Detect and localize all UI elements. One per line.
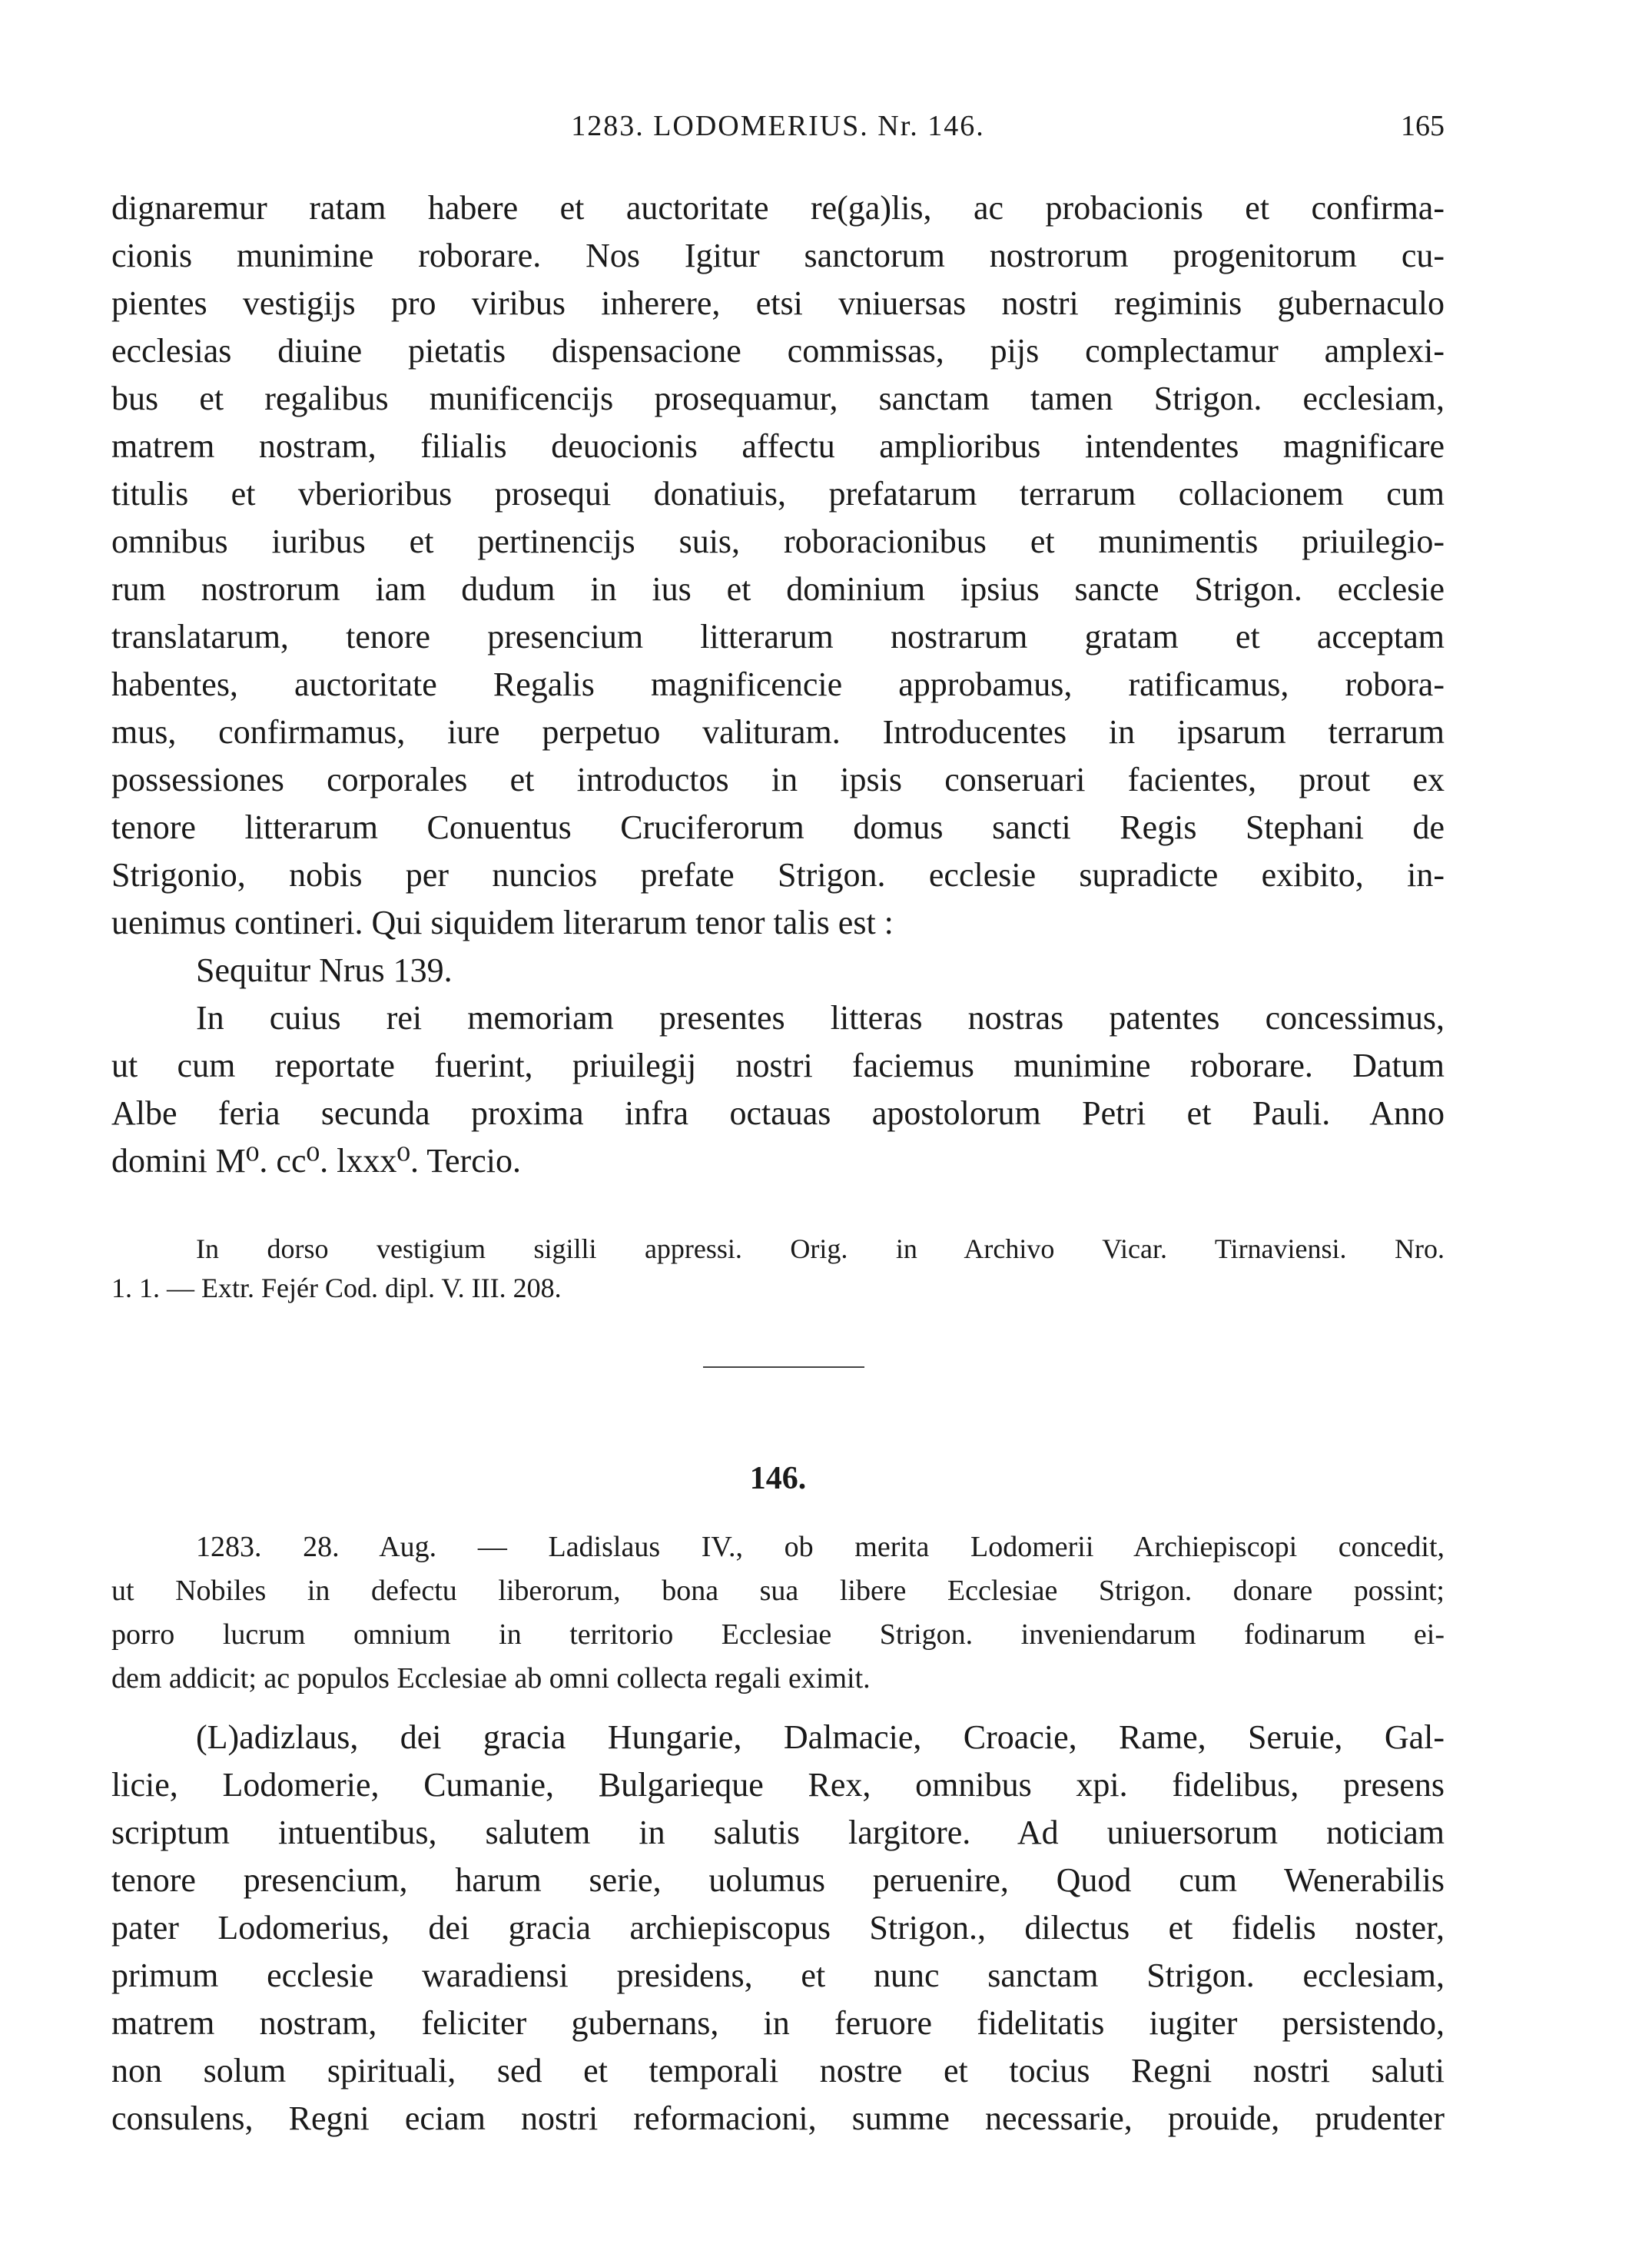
closing-line: In cuius rei memoriam presentes litteras nostras patentes concessimus, (196, 999, 1445, 1037)
note-line: 1. 1. — Extr. Fejér Cod. dipl. V. III. 208. (111, 1273, 562, 1303)
text-line: ecclesias diuine pietatis dispensacione commissas, pijs complectamur amplexi- (111, 332, 1445, 370)
text-line: pientes vestigijs pro viribus inherere, etsi vniuersas nostri regiminis gubernaculo (111, 284, 1445, 322)
running-title: 1283. LODOMERIUS. Nr. 146. (571, 110, 985, 142)
text-line: rum nostrorum iam dudum in ius et dominium ipsius sancte Strigon. ecclesie (111, 570, 1445, 608)
charter-line: matrem nostram, feliciter gubernans, in feruore fidelitatis iugiter persistendo, (111, 2004, 1445, 2042)
page-number: 165 (1401, 110, 1445, 142)
regest-summary (111, 1525, 1445, 1701)
closing-line: ut cum reportate fuerint, priuilegij nostri faciemus munimine roborare. Datum (111, 1047, 1445, 1084)
summary-line: porro lucrum omnium in territorio Ecclesiae Strigon. inveniendarum fodinarum ei- (111, 1618, 1445, 1651)
main-text (111, 184, 1445, 1185)
charter-text (111, 1714, 1445, 2143)
text-line: cionis munimine roborare. Nos Igitur sanctorum nostrorum progenitorum cu- (111, 237, 1445, 274)
summary-line: ut Nobiles in defectu liberorum, bona sua libere Ecclesiae Strigon. donare possint; (111, 1575, 1445, 1607)
charter-line: consulens, Regni eciam nostri reformacioni, summe necessarie, prouide, prudenter (111, 2099, 1445, 2137)
text-line: titulis et vberioribus prosequi donatiuis, prefatarum terrarum collacionem cum (111, 475, 1445, 513)
sequitur-line: Sequitur Nrus 139. (196, 951, 453, 989)
text-line: bus et regalibus munificencijs prosequamur, sanctam tamen Strigon. ecclesiam, (111, 380, 1445, 417)
section-divider (703, 1366, 864, 1368)
text-line: omnibus iuribus et pertinencijs suis, roboracionibus et munimentis priuilegio- (111, 523, 1445, 560)
note-line: In dorso vestigium sigilli appressi. Orig. in Archivo Vicar. Tirnaviensi. Nro. (196, 1233, 1445, 1264)
text-line: tenore litterarum Conuentus Cruciferorum domus sancti Regis Stephani de (111, 808, 1445, 846)
text-line: dignaremur ratam habere et auctoritate re(ga)lis, ac probacionis et confirma- (111, 189, 1445, 227)
charter-line: (L)adizlaus, dei gracia Hungarie, Dalmacie, Croacie, Rame, Seruie, Gal- (196, 1718, 1445, 1756)
charter-line: pater Lodomerius, dei gracia archiepiscopus Strigon., dilectus et fidelis noster, (111, 1909, 1445, 1947)
summary-line: 1283. 28. Aug. — Ladislaus IV., ob merita Lodomerii Archiepiscopi concedit, (196, 1531, 1445, 1563)
text-line: habentes, auctoritate Regalis magnificencie approbamus, ratificamus, robora- (111, 665, 1445, 703)
page-header (111, 109, 1445, 148)
text-line: Strigonio, nobis per nuncios prefate Strigon. ecclesie supradicte exibito, in- (111, 856, 1445, 894)
text-line: matrem nostram, filialis deuocionis affectu amplioribus intendentes magnificare (111, 427, 1445, 465)
text-line: uenimus contineri. Qui siquidem literarum tenor talis est : (111, 904, 894, 941)
summary-line: dem addicit; ac populos Ecclesiae ab omni collecta regali eximit. (111, 1662, 871, 1694)
text-line: translatarum, tenore presencium litterarum nostrarum gratam et acceptam (111, 618, 1445, 656)
archival-note (111, 1230, 1445, 1308)
text-line: possessiones corporales et introductos in ipsis conseruari facientes, prout ex (111, 761, 1445, 798)
document-number: 146. (749, 1461, 807, 1496)
charter-line: tenore presencium, harum serie, uolumus peruenire, Quod cum Wenerabilis (111, 1861, 1445, 1899)
closing-line: Albe feria secunda proxima infra octauas apostolorum Petri et Pauli. Anno (111, 1094, 1445, 1132)
charter-line: licie, Lodomerie, Cumanie, Bulgarieque Rex, omnibus xpi. fidelibus, presens (111, 1766, 1445, 1804)
charter-line: scriptum intuentibus, salutem in salutis largitore. Ad uniuersorum noticiam (111, 1814, 1445, 1851)
charter-line: non solum spirituali, sed et temporali nostre et tocius Regni nostri saluti (111, 2052, 1445, 2089)
charter-line: primum ecclesie waradiensi presidens, et nunc sanctam Strigon. ecclesiam, (111, 1957, 1445, 1994)
text-line: mus, confirmamus, iure perpetuo valituram. Introducentes in ipsarum terrarum (111, 713, 1445, 751)
closing-line: domini M⁰. cc⁰. lxxx⁰. Tercio. (111, 1142, 521, 1180)
